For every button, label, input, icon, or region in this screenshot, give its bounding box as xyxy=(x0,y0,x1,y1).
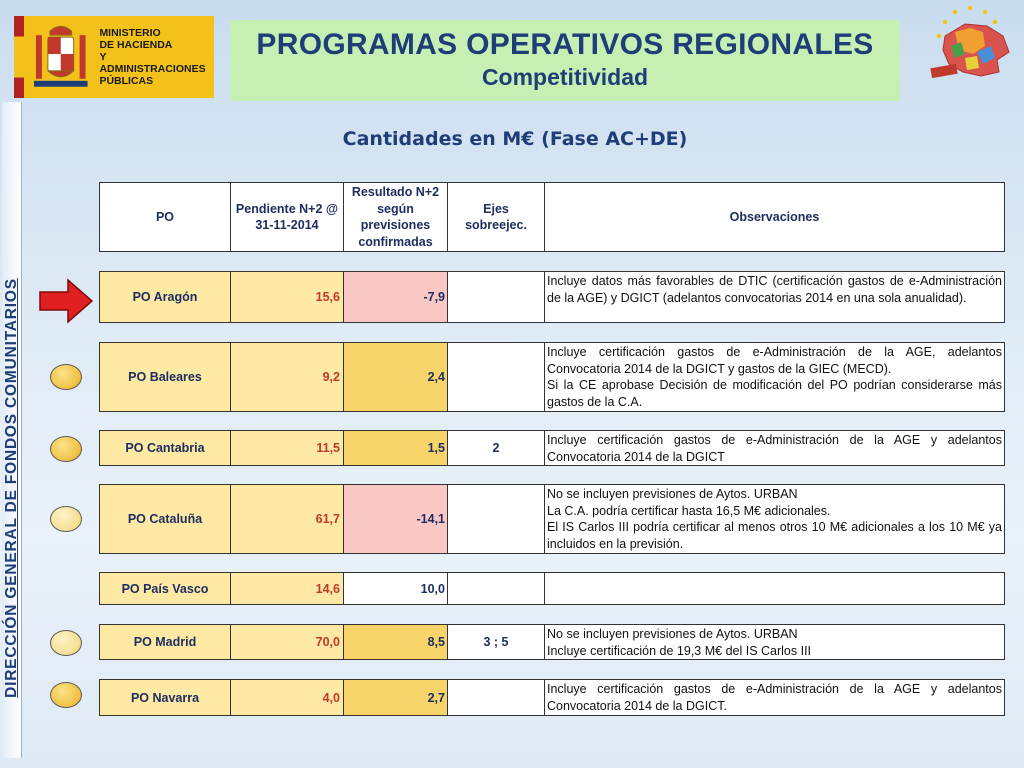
row-observaciones: Incluye certificación gastos de e-Administración de la AGE y adelantos Convocatoria 2014 de la DGICT xyxy=(547,433,1002,464)
coat-of-arms-icon xyxy=(32,21,90,93)
row-pendiente: 61,7 xyxy=(231,485,344,553)
pale-dot-icon xyxy=(50,506,82,532)
row-observaciones: No se incluyen previsiones de Aytos. URBAN La C.A. podría certificar hasta 16,5 M€ adicionales. El IS Carlos III podría certificar al menos otros 10 M€ adicionales a los 10 M€ ya incluidos en la previsión. xyxy=(547,487,1002,551)
row-po: PO Cantabria xyxy=(100,431,231,465)
row-ejes xyxy=(448,485,545,553)
table-row xyxy=(99,624,1005,660)
table-row xyxy=(99,679,1005,716)
table-row xyxy=(99,430,1005,466)
ministry-logo xyxy=(14,16,214,98)
row-resultado: 2,7 xyxy=(344,680,448,715)
eu-map-icon xyxy=(925,2,1020,92)
row-ejes: 2 xyxy=(448,431,545,465)
row-po: PO Aragón xyxy=(100,272,231,322)
table-row xyxy=(99,342,1005,412)
header-ejes: Ejes sobreejec. xyxy=(448,183,545,251)
row-pendiente: 9,2 xyxy=(231,343,344,411)
row-resultado: 2,4 xyxy=(344,343,448,411)
header-pendiente: Pendiente N+2 @ 31-11-2014 xyxy=(231,183,344,251)
ministry-line: PÚBLICAS xyxy=(99,75,154,87)
yellow-dot-icon xyxy=(50,436,82,462)
yellow-dot-icon xyxy=(50,364,82,390)
row-pendiente: 11,5 xyxy=(231,431,344,465)
side-label: DIRECCIÓN GENERAL DE FONDOS COMUNITARIOS xyxy=(3,278,20,698)
section-title: Cantidades en M€ (Fase AC+DE) xyxy=(342,128,688,150)
row-pendiente: 14,6 xyxy=(231,573,344,604)
ministry-line: Y ADMINISTRACIONES xyxy=(99,51,206,75)
row-ejes xyxy=(448,573,545,604)
header-resultado: Resultado N+2 según previsiones confirmadas xyxy=(344,183,448,251)
ministry-name xyxy=(99,27,214,87)
row-po: PO Cataluña xyxy=(100,485,231,553)
row-pendiente: 4,0 xyxy=(231,680,344,715)
row-ejes xyxy=(448,680,545,715)
row-resultado: 8,5 xyxy=(344,625,448,659)
yellow-dot-icon xyxy=(50,682,82,708)
page-title: PROGRAMAS OPERATIVOS REGIONALES xyxy=(256,28,874,61)
row-po: PO Madrid xyxy=(100,625,231,659)
header-po: PO xyxy=(100,183,231,251)
table-row xyxy=(99,271,1005,323)
row-po: PO Baleares xyxy=(100,343,231,411)
row-pendiente: 70,0 xyxy=(231,625,344,659)
red-arrow-icon xyxy=(38,278,94,324)
table-row xyxy=(99,484,1005,554)
ministry-line: DE HACIENDA xyxy=(99,39,173,51)
table-header-row xyxy=(99,182,1005,252)
row-resultado: 10,0 xyxy=(344,573,448,604)
row-resultado: -7,9 xyxy=(344,272,448,322)
header-observaciones: Observaciones xyxy=(545,183,1004,251)
ministry-line: MINISTERIO xyxy=(99,27,161,39)
page-subtitle: Competitividad xyxy=(481,64,649,90)
row-resultado: -14,1 xyxy=(344,485,448,553)
flag-stripe xyxy=(14,16,24,98)
row-observaciones: Incluye certificación gastos de e-Administración de la AGE, adelantos Convocatoria 2014 de la DGICT y gastos de la GIEC (MECD). Si la CE aprobase Decisión de modificación del PO podrían considerarse más gastos de la C.A. xyxy=(547,345,1002,409)
row-observaciones: Incluye certificación gastos de e-Administración de la AGE y adelantos Convocatoria 2014 de la DGICT. xyxy=(547,682,1002,713)
row-ejes xyxy=(448,343,545,411)
row-ejes xyxy=(448,272,545,322)
row-observaciones: No se incluyen previsiones de Aytos. URBAN Incluye certificación de 19,3 M€ del IS Carlos III xyxy=(547,627,812,658)
row-pendiente: 15,6 xyxy=(231,272,344,322)
row-resultado: 1,5 xyxy=(344,431,448,465)
table-row xyxy=(99,572,1005,605)
title-box xyxy=(230,20,900,101)
row-observaciones xyxy=(545,573,1004,604)
row-observaciones: Incluye datos más favorables de DTIC (certificación gastos de e-Administración de la AGE) y DGICT (adelantos convocatorias 2014 en una sola anualidad). xyxy=(547,274,1002,305)
row-po: PO País Vasco xyxy=(100,573,231,604)
pale-dot-icon xyxy=(50,630,82,656)
row-po: PO Navarra xyxy=(100,680,231,715)
row-ejes: 3 ; 5 xyxy=(448,625,545,659)
